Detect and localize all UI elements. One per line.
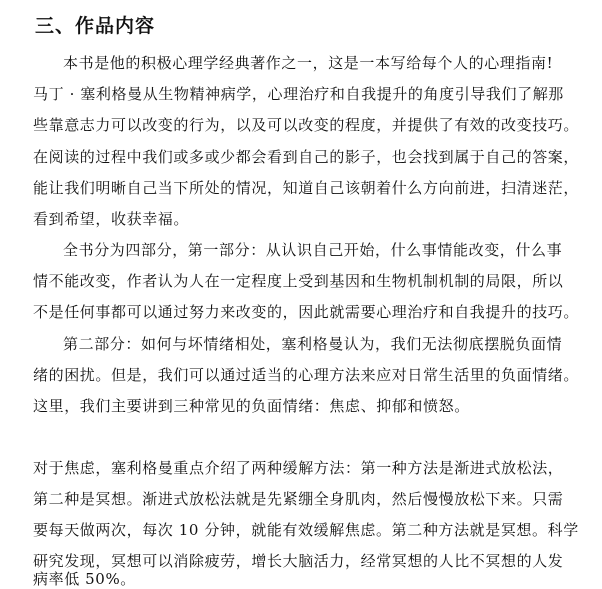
paragraph-line: 研究发现，冥想可以消除疲劳，增长大脑活力，经常冥想的人比不冥想的人发 (33, 552, 564, 570)
paragraph-line: 要每天做两次，每次 10 分钟，就能有效缓解焦虑。第二种方法就是冥想。科学 (33, 521, 579, 539)
paragraph-line: 在阅读的过程中我们或多或少都会看到自己的影子，也会找到属于自己的答案， (33, 148, 580, 166)
section-heading: 三、作品内容 (35, 15, 156, 37)
paragraph-line: 第二部分：如何与坏情绪相处，塞利格曼认为，我们无法彻底摆脱负面情 (63, 335, 563, 353)
paragraph-line: 对于焦虑，塞利格曼重点介绍了两种缓解方法：第一种方法是渐进式放松法， (33, 459, 564, 477)
paragraph-line: 不是任何事都可以通过努力来改变的，因此就需要心理治疗和自我提升的技巧。 (33, 303, 580, 321)
paragraph-line: 马丁 · 塞利格曼从生物精神病学，心理治疗和自我提升的角度引导我们了解那 (33, 85, 564, 103)
paragraph-line: 情不能改变，作者认为人在一定程度上受到基因和生物机制机制的局限，所以 (33, 272, 564, 290)
paragraph-line: 本书是他的积极心理学经典著作之一，这是一本写给每个人的心理指南! (63, 54, 554, 72)
paragraph-line: 些靠意志力可以改变的行为，以及可以改变的程度，并提供了有效的改变技巧。 (33, 116, 580, 134)
paragraph-line: 病率低 50%。 (33, 570, 136, 588)
paragraph-line: 看到希望，收获幸福。 (33, 210, 190, 228)
paragraph-line: 绪的困扰。但是，我们可以通过适当的心理方法来应对日常生活里的负面情绪。 (33, 366, 580, 384)
paragraph-line: 能让我们明晰自己当下所处的情况，知道自己该朝着什么方向前进，扫清迷茫， (33, 179, 580, 197)
paragraph-line: 全书分为四部分，第一部分：从认识自己开始，什么事情能改变，什么事 (63, 241, 563, 259)
paragraph-line: 这里，我们主要讲到三种常见的负面情绪：焦虑、抑郁和愤怒。 (33, 397, 470, 415)
paragraph-line: 第二种是冥想。渐进式放松法就是先紧绷全身肌肉，然后慢慢放松下来。只需 (33, 490, 564, 508)
